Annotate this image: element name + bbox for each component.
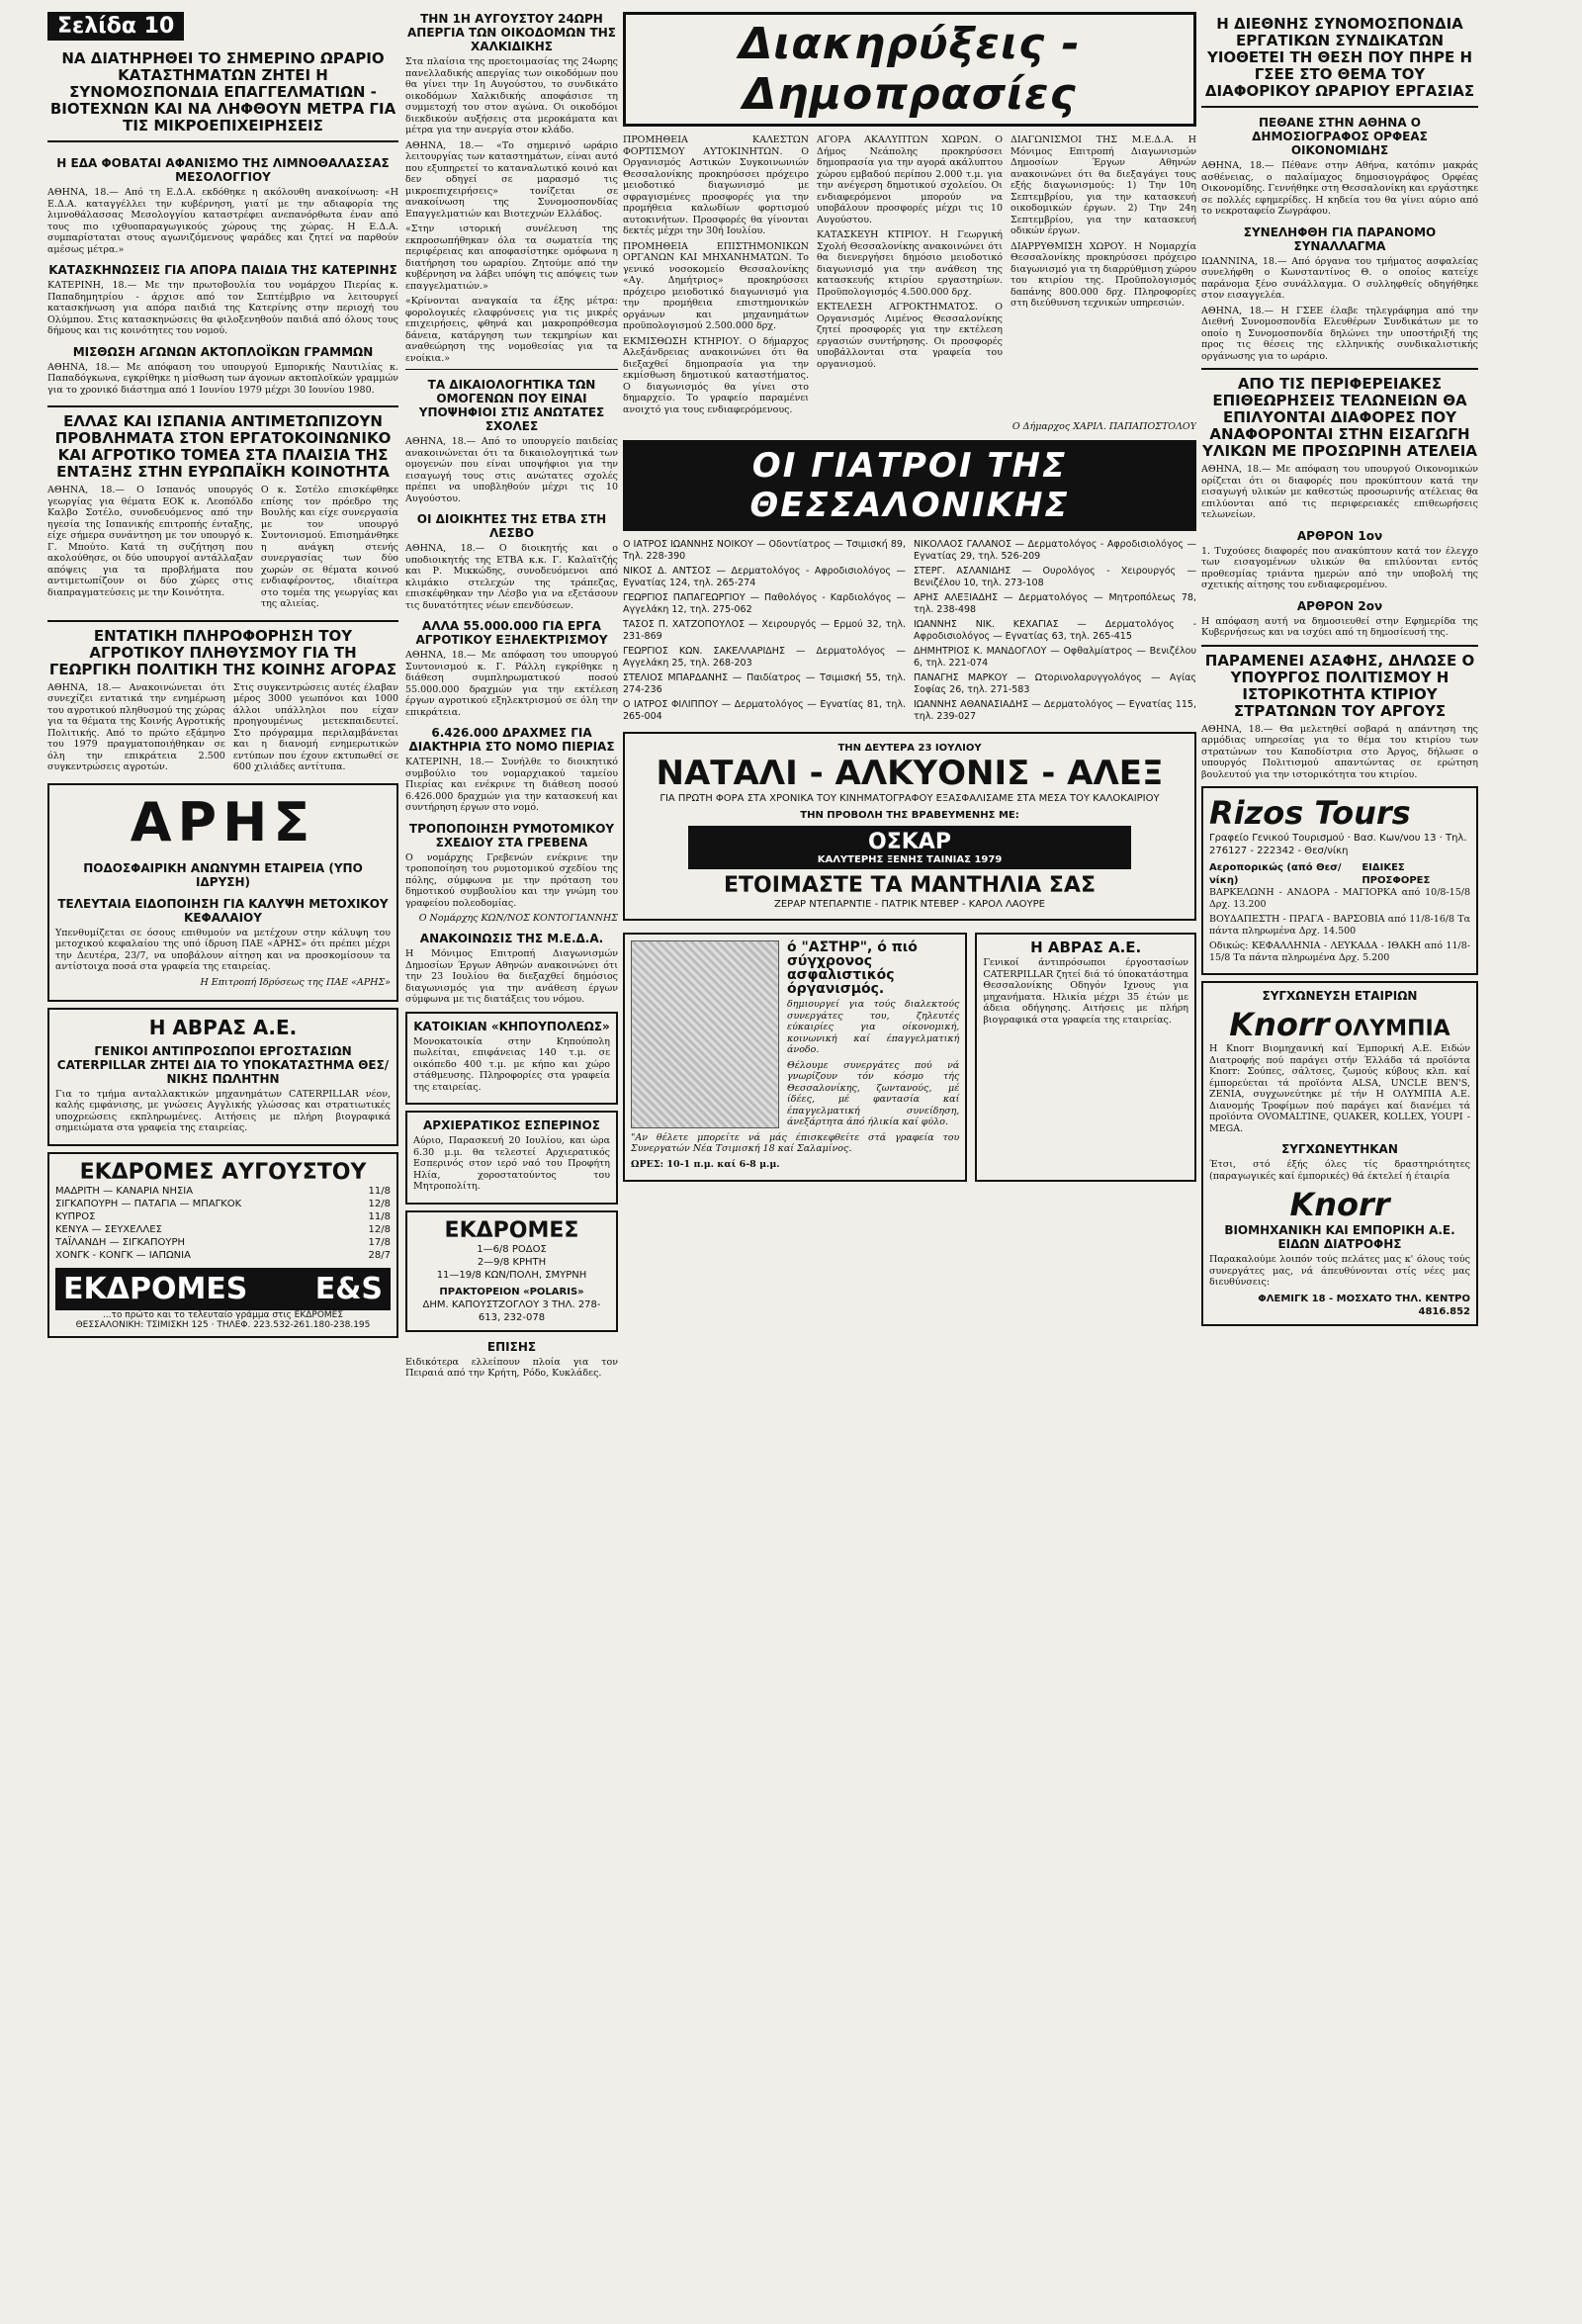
ad-body: Μονοκατοικία στην Κηπούπολη πωλείται, επιφάνειας 140 τ.μ. σε οικόπεδο 400 τ.μ. με κήπο και χώρο στάθμευσης. Πληροφορίες στα γραφεία της εταιρείας. <box>413 1035 610 1093</box>
aris-signature: Η Επιτροπή Ιδρύσεως της ΠΑΕ «ΑΡΗΣ» <box>200 976 391 988</box>
article-body: «Στην ιστορική συνέλευση της εκπροσωπήθηκαν όλα τα σωματεία της περιφέρειας και αποφασίστηκε ομόφωνα η διατήρηση του ωραρίου. Ζητούμε από την κυβέρνηση να λάβει υπόψη τις απόψεις των επαγγελματιών.» <box>405 223 618 292</box>
article-body: ΑΘΗΝΑ, 18.— Με απόφαση του υπουργού Οικονομικών ορίζεται ότι οι διαφορές που προκύπτουν κατά την εισαγωγή υλικών με καθεστώς προσωρινής ατέλειας θα επιλύονται από τις περιφερειακές επιθεωρήσεις τελωνείων. <box>1201 464 1478 520</box>
ad-body: Γενικοί άντιπρόσωποι έργοστασίων CATERPILLAR ζητεί διά τό ύποκατάστημα Θεσσαλονίκης Οδηγόν Ιχνους για μηχανήματα. Ηλικία μέχρι 35 έτών με άδεια οδήγησης. Αιτήσεις με πλήρη βιογραφικά στα γραφεία της εταιρείας. <box>983 957 1188 1026</box>
knorr-body: Παρακαλούμε λοιπόν τούς πελάτες μας κ' όλους τούς συνεργάτες μας, νά άπευθύνονται στίς νέες μας διευθύνσεις: <box>1209 1254 1470 1288</box>
agency-name: ΠΡΑΚΤΟΡΕΙΟΝ «POLARIS» <box>439 1286 584 1297</box>
avras-subtitle: ΓΕΝΙΚΟΙ ΑΝΤΙΠΡΟΣΩΠΟΙ ΕΡΓΟΣΤΑΣΙΩΝ CATERPILLAR ΖΗΤΕΙ ΔΙΑ ΤΟ ΥΠΟΚΑΤΑΣΤΗΜΑ ΘΕΣ/ΝΙΚΗΣ ΠΩΛΗΤΗΝ <box>56 1043 390 1086</box>
knorr-olympia: ΟΛΥΜΠΙΑ <box>1334 1017 1450 1041</box>
knorr-merged: ΣΥΓΧΩΝΕΥΤΗΚΑΝ <box>1281 1142 1398 1156</box>
list-item: 11—19/8 ΚΩΝ/ΠΟΛΗ, ΣΜΥΡΝΗ <box>436 1269 587 1281</box>
aris-notice: ΤΕΛΕΥΤΑΙΑ ΕΙΔΟΠΟΙΗΣΗ ΓΙΑ ΚΑΛΥΨΗ ΜΕΤΟΧΙΚΟΥ ΚΕΦΑΛΑΙΟΥ <box>57 896 389 925</box>
article-section: ΑΡΘΡΟΝ 1ον <box>1296 528 1383 543</box>
tender-notice: ΔΙΑΡΡΥΘΜΙΣΗ ΧΩΡΟΥ. Η Νομαρχία Θεσσαλονίκης προκηρύσσει πρόχειρο διαγωνισμό για τη διαρρύθμιση χώρου του κτιρίου της. Προϋπολογισμός δαπάνης 800.000 δρχ. Πληροφορίες στη διεύθυνση τεχνικών υπηρεσιών. <box>1011 240 1196 309</box>
oscar-badge <box>688 826 1131 869</box>
list-item: ΣΤΕΡΓ. ΑΣΛΑΝΙΔΗΣ — Ουρολόγος - Χειρουργός — Βενιζέλου 10, τηλ. 273-108 <box>914 566 1196 588</box>
headline-spain: ΕΛΛΑΣ ΚΑΙ ΙΣΠΑΝΙΑ ΑΝΤΙΜΕΤΩΠΙΖΟΥΝ ΠΡΟΒΛΗΜΑΤΑ ΣΤΟΝ ΕΡΓΑΤΟΚΟΙΝΩΝΙΚΟ ΚΑΙ ΑΓΡΟΤΙΚΟ ΤΟΜΕΑ ΣΤΑ ΠΛΑΙΣΙΑ ΤΗΣ ΕΝΤΑΞΗΣ ΣΤΗΝ ΕΥΡΩΠΑΪΚΗ ΚΟΙΝΟΤΗΤΑ <box>54 412 392 481</box>
doctors-directory <box>623 539 1196 726</box>
headline-confederation: Η ΔΙΕΘΝΗΣ ΣΥΝΟΜΟΣΠΟΝΔΙΑ ΕΡΓΑΤΙΚΩΝ ΣΥΝΔΙΚΑΤΩΝ ΥΙΟΘΕΤΕΙ ΤΗ ΘΕΣΗ ΠΟΥ ΠΗΡΕ Η ΓΣΕΕ ΣΤΟ ΘΕΜΑ ΤΟΥ ΔΙΑΦΟΡΙΚΟΥ ΩΡΑΡΙΟΥ ΕΡΓΑΣΙΑΣ <box>1204 15 1475 100</box>
list-item: ΔΗΜΗΤΡΙΟΣ Κ. ΜΑΝΔΟΓΛΟΥ — Οφθαλμίατρος — Βενιζέλου 6, τηλ. 221-074 <box>914 646 1196 669</box>
article-title: 6.426.000 ΔΡΑΧΜΕΣ ΓΙΑ ΔΙΑΚΤΗΡΙΑ ΣΤΟ ΝΟΜΟ ΠΙΕΡΙΑΣ <box>408 726 615 754</box>
astir-ad <box>623 933 967 1182</box>
article-title: ΚΑΤΑΣΚΗΝΩΣΕΙΣ ΓΙΑ ΑΠΟΡΑ ΠΑΙΔΙΑ ΤΗΣ ΚΑΤΕΡΙΝΗΣ <box>48 263 397 277</box>
list-item: ΑΡΗΣ ΑΛΕΞΙΑΔΗΣ — Δερματολόγος — Μητροπόλεως 78, τηλ. 238-498 <box>914 592 1196 615</box>
cinema-subtitle: ΓΙΑ ΠΡΩΤΗ ΦΟΡΑ ΣΤΑ ΧΡΟΝΙΚΑ ΤΟΥ ΚΙΝΗΜΑΤΟΓΡΑΦΟΥ ΕΞΑΣΦΑΛΙΣΑΜΕ ΣΤΑ ΜΕΣΑ ΤΟΥ ΚΑΛΟΚΑΙΡΙΟΥ <box>659 793 1160 804</box>
katoikia-ad <box>405 1012 618 1106</box>
knorr-ad <box>1201 981 1478 1326</box>
aris-body: Υπενθυμίζεται σε όσους επιθυμούν να μετέχουν στην κάλυψη του μετοχικού κεφαλαίου της υπό ίδρυση ΠΑΕ «ΑΡΗΣ» ότι πρέπει μέχρι την Δευτέρα, 23/7, να υποβάλουν αίτηση και να προσκομίσουν τα αντίστοιχα ποσά στα γραφεία της εταιρείας. <box>55 927 391 972</box>
divider <box>47 620 398 622</box>
avras2-ad <box>975 933 1196 1182</box>
list-item: ΠΑΝΑΓΗΣ ΜΑΡΚΟΥ — Ωτορινολαρυγγολόγος — Αγίας Σοφίας 26, τηλ. 271-583 <box>914 672 1196 695</box>
tender-notice: ΠΡΟΜΗΘΕΙΑ ΕΠΙΣΤΗΜΟΝΙΚΩΝ ΟΡΓΑΝΩΝ ΚΑΙ ΜΗΧΑΝΗΜΑΤΩΝ. Το γενικό νοσοκομείο Θεσσαλονίκης «Αγ. Δημήτριος» προκηρύσσει πρόχειρο μειοδοτικό διαγωνισμό για την προμήθεια επιστημονικών οργάνων και μηχανημάτων προϋπολογισμού 2.500.000 δρχ. <box>623 240 809 331</box>
column-2 <box>405 12 618 1384</box>
es-tagline: ...το πρώτο και το τελευταίο γράμμα στις ΕΚΔΡΟΜΕΣ <box>102 1309 344 1320</box>
excursions-title: ΕΚΔΡΟΜΕΣ ΑΥΓΟΥΣΤΟΥ <box>79 1159 367 1185</box>
aris-subtitle: ΠΟΔΟΣΦΑΙΡΙΚΗ ΑΝΩΝΥΜΗ ΕΤΑΙΡΕΙΑ (ΥΠΟ ΙΔΡΥΣΗ) <box>83 860 363 889</box>
list-item: ΝΙΚΟΛΑΟΣ ΓΑΛΑΝΟΣ — Δερματολόγος - Αφροδισιολόγος — Εγνατίας 29, τηλ. 526-209 <box>914 539 1196 562</box>
cinema-award: ΤΗΝ ΠΡΟΒΟΛΗ ΤΗΣ ΒΡΑΒΕΥΜΕΝΗΣ ΜΕ: <box>800 810 1019 821</box>
tender-notice: ΕΚΜΙΣΘΩΣΗ ΚΤΗΡΙΟΥ. Ο δήμαρχος Αλεξάνδρειας ανακοινώνει ότι θα διεξαχθεί δημοπρασία για την εκμίσθωση δημοτικού καταστήματος. Ο διαγωνισμός θα γίνει στο δημαρχείο. Το γραφείο παραμένει ανοιχτό για τους ενδιαφερόμενους. <box>623 335 809 415</box>
doctors-banner: ΟΙ ΓΙΑΤΡΟΙ ΤΗΣ ΘΕΣΣΑΛΟΝΙΚΗΣ <box>623 440 1196 531</box>
article-body: ΑΘΗΝΑ, 18.— «Το σημερινό ωράριο λειτουργίας των καταστημάτων, είναι αυτό που εξυπηρετεί το καταναλωτικό κοινό και δεν οδηγεί σε μαρασμό τις μικροεπιχειρήσεις» τονίζεται σε ανακοίνωση της Συνομοσπονδίας Επαγγελματιών και Βιοτεχνών Ελλάδος. <box>405 139 618 220</box>
film-cast: ΖΕΡΑΡ ΝΤΕΠΑΡΝΤΙΕ - ΠΑΤΡΙΚ ΝΤΕΒΕΡ - ΚΑΡΟΛ ΛΑΟΥΡΕ <box>774 899 1045 910</box>
article-title: ΟΙ ΔΙΟΙΚΗΤΕΣ ΤΗΣ ΕΤΒΑ ΣΤΗ ΛΕΣΒΟ <box>416 512 607 540</box>
astir-body: "Αν θέλετε μπορείτε νά μάς έπισκεφθείτε στά γραφεία του Συνεργατών Νέα Τσιμισκή 18 καί Σαλαμίνος. <box>631 1131 960 1154</box>
article-body: ΑΘΗΝΑ, 18.— Πέθανε στην Αθήνα, κατόπιν μακράς ασθένειας, ο παλαίμαχος δημοσιογράφος Ορφέας Οικονομίδης. Γεννήθηκε στη Θεσσαλονίκη και εργάστηκε σε πολλές εφημερίδες. Η κηδεία του θα γίνει αύριο από το νεκροταφείο Ζωγράφου. <box>1201 160 1478 217</box>
ad-body: Αύριο, Παρασκευή 20 Ιουλίου, και ώρα 6.30 μ.μ. θα τελεστεί Αρχιερατικός Εσπερινός στον ιερό ναό του Προφήτη Ηλία, χοροστατούντος του Μητροπολίτη. <box>413 1135 610 1192</box>
rizos-tours-ad <box>1201 786 1478 975</box>
divider <box>47 405 398 407</box>
signature: Ο Νομάρχης ΚΩΝ/ΝΟΣ ΚΟΝΤΟΓΙΑΝΝΗΣ <box>418 913 618 924</box>
list-item: ΧΟΝΓΚ - ΚΟΝΓΚ — ΙΑΠΩΝΙΑ 28/7 <box>55 1249 391 1261</box>
article-body: «Κρίνονται αναγκαία τα έξης μέτρα: φορολογικές ελαφρύνσεις για τις μικρές επιχειρήσεις, φθηνά και μακροπρόθεσμα δάνεια, κατάργηση των τεκμηρίων και αναθεώρηση της νομοθεσίας για τα ενοίκια.» <box>405 296 618 364</box>
article-body: ΑΘΗΝΑ, 18.— Από τη Ε.Δ.Α. εκδόθηκε η ακόλουθη ανακοίνωση: «Η Ε.Δ.Α. καταγγέλλει την κυβέρνηση, γιατί με την αδιαφορία της λιμνοθάλασσας Μεσολογγίου καταστρέφει ανεπανόρθωτα έναν από τους πιο ιχθυοπαραγωγικούς χώρους της χώρας. Η Ε.Δ.Α. συμπαρίσταται στους αγωνιζόμενους ψαράδες και ζητεί να παρθούν αμέσως μέτρα.» <box>47 187 398 255</box>
cinema-ad <box>623 732 1196 921</box>
knorr-address: ΦΛΕΜΙΓΚ 18 - ΜΟΣΧΑΤΟ ΤΗΛ. ΚΕΝΤΡΟ 4816.852 <box>1258 1293 1470 1317</box>
ad-title: Η ΑΒΡΑΣ Α.Ε. <box>1030 939 1142 956</box>
knorr-logo-2: Knorr <box>1289 1186 1390 1223</box>
list-item: Ο ΙΑΤΡΟΣ ΦΙΛΙΠΠΟΥ — Δερματολόγος — Εγνατίας 81, τηλ. 265-004 <box>623 699 906 722</box>
signature: Ο Δήμαρχος ΧΑΡΙΛ. ΠΑΠΑΠΟΣΤΟΛΟΥ <box>1011 421 1196 432</box>
headline-customs: ΑΠΟ ΤΙΣ ΠΕΡΙΦΕΡΕΙΑΚΕΣ ΕΠΙΘΕΩΡΗΣΕΙΣ ΤΕΛΩΝΕΙΩΝ ΘΑ ΕΠΙΛΥΟΝΤΑΙ ΔΙΑΦΟΡΕΣ ΠΟΥ ΑΝΑΦΟΡΟΝΤΑΙ ΣΤΗΝ ΕΙΣΑΓΩΓΗ ΥΛΙΚΩΝ ΜΕ ΠΡΟΣΩΡΙΝΗ ΑΤΕΛΕΙΑ <box>1202 375 1477 460</box>
astir-body: Θέλουμε συνεργάτες πού νά γνωρίζουν τόν κόσμο τής Θεσσαλονίκης, ζωντανούς, μέ ίδέες, μέ φαντασία καί έπαγγελματική συνείδηση, άνεξάρτητα άπό ήλικία καί φύλο. <box>787 1059 960 1127</box>
list-item: 1—6/8 ΡΟΔΟΣ <box>477 1243 547 1255</box>
astir-body: δημιουργεί για τούς διαλεκτούς συνεργάτες του, ζηλευτές εύκαιρίες για οίκονομική, κοινωνική καί έπαγγελματική άνοδο. <box>787 999 960 1055</box>
list-item: ΣΤΕΛΙΟΣ ΜΠΑΡΔΑΝΗΣ — Παιδίατρος — Τσιμισκή 55, τηλ. 274-236 <box>623 672 906 695</box>
article-body: Η απόφαση αυτή να δημοσιευθεί στην Εφημερίδα της Κυβερνήσεως και να ισχύει από τη δημοσίευσή της. <box>1201 615 1478 638</box>
article-body: ΚΑΤΕΡΙΝΗ, 18.— Με την πρωτοβουλία του νομάρχου Πιερίας κ. Παπαδημητρίου - άρχισε από τον Σεπτέμβριο να λειτουργεί κατασκήνωση για απόρα παιδιά της Κατερίνης στην περιοχή του Ολύμπου. Στις κατασκηνώσεις θα φιλοξενηθούν παιδιά από όλους τους δήμους και τις κοινότητες του νομού. <box>47 280 398 336</box>
headline-shop-hours: ΝΑ ΔΙΑΤΗΡΗΘΕΙ ΤΟ ΣΗΜΕΡΙΝΟ ΩΡΑΡΙΟ ΚΑΤΑΣΤΗΜΑΤΩΝ ΖΗΤΕΙ Η ΣΥΝΟΜΟΣΠΟΝΔΙΑ ΕΠΑΓΓΕΛΜΑΤΙΩΝ - ΒΙΟΤΕΧΝΩΝ ΚΑΙ ΝΑ ΛΗΦΘΟΥΝ ΜΕΤΡΑ ΓΙΑ ΤΙΣ ΜΙΚΡΟΕΠΙΧΕΙΡΗΣΕΙΣ <box>49 49 396 134</box>
article-title: ΤΗΝ 1Η ΑΥΓΟΥΣΤΟΥ 24ΩΡΗ ΑΠΕΡΓΙΑ ΤΩΝ ΟΙΚΟΔΟΜΩΝ ΤΗΣ ΧΑΛΚΙΔΙΚΗΣ <box>407 12 616 53</box>
tours-air: Αεροπορικώς (από Θεσ/νίκη) <box>1209 862 1342 886</box>
excursions-ad <box>47 1152 398 1338</box>
tender-notice: ΚΑΤΑΣΚΕΥΗ ΚΤΙΡΙΟΥ. Η Γεωργική Σχολή Θεσσαλονίκης ανακοινώνει ότι θα διενεργήσει δημόσιο μειοδοτικό διαγωνισμό για την ανάθεση της κατασκευής κτιρίου εργαστηρίων. Προϋπολογισμός 4.500.000 δρχ. <box>817 229 1003 298</box>
list-item: Οδικώς: ΚΕΦΑΛΛΗΝΙΑ - ΛΕΥΚΑΔΑ - ΙΘΑΚΗ από 11/8-15/8 Τα πάντα πληρωμένα Δρχ. 5.200 <box>1209 940 1470 963</box>
list-item: Ο ΙΑΤΡΟΣ ΙΩΑΝΝΗΣ ΝΟΙΚΟΥ — Οδοντίατρος — Τσιμισκή 89, Τηλ. 228-390 <box>623 539 906 562</box>
astir-headline: ό "ΑΣΤΗΡ", ό πιό σύγχρονος ασφαλιστικός όργανισμός. <box>787 939 918 997</box>
knorr-body: Η Knorr Βιομηχανική καί Έμπορική Α.Ε. Ειδών Διατροφής πού παράγει στήν Έλλάδα τά προϊόντα Knorr: Σούπες, σάλτσες, ζωμούς κύβους κλπ. καί έμπορεύεται τά προϊόντα ALSA, UNCLE BEN'S, ZENIA, συγχωνεύτηκε μέ τήν Η ΟΛΥΜΠΙΑ Α.Ε. Διανομής Τροφίμων πού παράγει καί διανέμει τά προϊόντα OVOMALTINE, QUAKER, KOLLEX, YOUPI - MEGA. <box>1209 1043 1470 1134</box>
article-body: ΑΘΗΝΑ, 18.— Η ΓΣΕΕ έλαβε τηλεγράφημα από την Διεθνή Συνομοσπονδία Ελευθέρων Συνδικάτων με το οποίο η Συνομοσπονδία δηλώνει την υποστήριξή της προς τις θέσεις της ελληνικής συνδικαλιστικής οργάνωσης για το ωράριο. <box>1201 305 1478 362</box>
film-name: ΕΤΟΙΜΑΣΤΕ ΤΑ ΜΑΝΤΗΛΙΑ ΣΑΣ <box>724 873 1096 898</box>
column-3 <box>623 12 1196 1188</box>
list-item: ΜΑΔΡΙΤΗ — ΚΑΝΑΡΙΑ ΝΗΣΙΑ 11/8 <box>55 1185 391 1197</box>
oscar-sub: ΚΑΛΥΤΕΡΗΣ ΞΕΝΗΣ ΤΑΙΝΙΑΣ 1979 <box>817 854 1003 865</box>
list-item: ΓΕΩΡΓΙΟΣ ΚΩΝ. ΣΑΚΕΛΛΑΡΙΔΗΣ — Δερματολόγος — Αγγελάκη 25, τηλ. 268-203 <box>623 646 906 669</box>
avras-ad <box>47 1008 398 1146</box>
article-title: ΣΥΝΕΛΗΦΘΗ ΓΙΑ ΠΑΡΑΝΟΜΟ ΣΥΝΑΛΛΑΓΜΑ <box>1243 224 1437 253</box>
article-title: ΑΛΛΑ 55.000.000 ΓΙΑ ΕΡΓΑ ΑΓΡΟΤΙΚΟΥ ΕΞΗΛΕΚΤΡΙΣΜΟΥ <box>415 619 608 647</box>
article-body: ΑΘΗΝΑ, 18.— Με απόφαση του υπουργού Συντονισμού κ. Γ. Ράλλη εγκρίθηκε η διάθεση συμπληρωματικού ποσού 55.000.000 δραχμών για την εκτέλεση έργων αγροτικού εξηλεκτρισμού σε όλη την επικράτεια. <box>405 650 618 718</box>
article-title: ΠΕΘΑΝΕ ΣΤΗΝ ΑΘΗΝΑ Ο ΔΗΜΟΣΙΟΓΡΑΦΟΣ ΟΡΦΕΑΣ ΟΙΚΟΝΟΜΙΔΗΣ <box>1252 116 1428 157</box>
cropped-adjacent-column <box>1483 12 1582 1332</box>
tender-notice: ΕΚΤΕΛΕΣΗ ΑΓΡΟΚΤΗΜΑΤΟΣ. Ο Οργανισμός Λιμένος Θεσσαλονίκης ζητεί προσφορές για την εκτέλεση εργασιών συντήρησης. Οι προσφορές υποβάλλονται στα γραφεία του οργανισμού. <box>817 302 1003 370</box>
list-item: 2—9/8 ΚΡΗΤΗ <box>477 1256 547 1268</box>
article-body: 1. Τυχούσες διαφορές που ανακύπτουν κατά τον έλεγχο των εισαγομένων υλικών θα επιλύονται εντός προθεσμίας τριάντα ημερών από την υποβολή της σχετικής αίτησης του ενδιαφερομένου. <box>1201 545 1478 590</box>
article-body: Ο νομάρχης Γρεβενών ενέκρινε την τροποποίηση του ρυμοτομικού σχεδίου της πόλης, σύμφωνα με την πρόταση του δημοτικού συμβουλίου και την γνώμη του γραφείου πολεοδομίας. <box>405 851 618 909</box>
es-name: ΕΚΔΡΟΜΕS <box>63 1271 248 1306</box>
article-title: ΜΙΣΘΩΣΗ ΑΓΩΝΩΝ ΑΚΤΟΠΛΟΪΚΩΝ ΓΡΑΜΜΩΝ <box>72 344 374 359</box>
column-4 <box>1201 12 1582 1332</box>
es-address: ΘΕΣΣΑΛΟΝΙΚΗ: ΤΣΙΜΙΣΚΗ 125 · ΤΗΛΕΦ. 223.532-261.180-238.195 <box>75 1319 371 1330</box>
list-item: ΓΕΩΡΓΙΟΣ ΠΑΠΑΓΕΩΡΓΙΟΥ — Παθολόγος - Καρδιολόγος — Αγγελάκη 12, τηλ. 275-062 <box>623 592 906 615</box>
article-title: ΤΡΟΠΟΠΟΙΗΣΗ ΡΥΜΟΤΟΜΙΚΟΥ ΣΧΕΔΙΟΥ ΣΤΑ ΓΡΕΒΕΝΑ <box>408 821 615 849</box>
list-item: ΒΑΡΚΕΛΩΝΗ - ΑΝΔΟΡΑ - ΜΑΓΙΟΡΚΑ από 10/8-15/8 Δρχ. 13.200 <box>1209 887 1470 910</box>
article-title: ΤΑ ΔΙΚΑΙΟΛΟΓΗΤΙΚΑ ΤΩΝ ΟΜΟΓΕΝΩΝ ΠΟΥ ΕΙΝΑΙ ΥΠΟΨΗΦΙΟΙ ΣΤΙΣ ΑΝΩΤΑΤΕΣ ΣΧΟΛΕΣ <box>418 378 605 433</box>
headline-minister: ΠΑΡΑΜΕΝΕΙ ΑΣΑΦΗΣ, ΔΗΛΩΣΕ Ο ΥΠΟΥΡΓΟΣ ΠΟΛΙΤΙΣΜΟΥ Η ΙΣΤΟΡΙΚΟΤΗΤΑ ΚΤΙΡΙΟΥ ΣΤΡΑΤΩΝΩΝ ΤΟΥ ΑΡΓΟΥΣ <box>1204 651 1475 720</box>
article-body: ΑΘΗΝΑ, 18.— Θα μελετηθεί σοβαρά η απάντηση της αρμόδιας υπηρεσίας για το θέμα του κτιρίου των στρατώνων του Καποδίστρια στο Άργος, δήλωσε ο υπουργός Πολιτισμού απαντώντας σε ερώτηση βουλευτού για την ιστορικότητα του κτιρίου. <box>1201 723 1478 780</box>
article-body: Στα πλαίσια της προετοιμασίας της 24ωρης πανελλαδικής απεργίας των οικοδόμων που θα γίνει την 1η Αυγούστου, το συνδικάτο οικοδόμων Χαλκιδικής αποφάσισε τη συμμετοχή του στον αγώνα. Οι οικοδόμοι διεκδικούν αυξήσεις στα μεροκάματα και μέτρα για την ανεργία στον κλάδο. <box>405 56 618 135</box>
list-item: ΚΕΝΥΑ — ΣΕΥΧΕΛΛΕΣ 12/8 <box>55 1223 391 1235</box>
tender-notice: ΑΓΟΡΑ ΑΚΑΛΥΠΤΩΝ ΧΩΡΩΝ. Ο Δήμος Νεάπολης προκηρύσσει δημοπρασία για την αγορά ακάλυπτου χώρου εμβαδού περίπου 2.000 τ.μ. για την ανέγερση δημοτικού σχολείου. Οι ενδιαφερόμενοι μπορούν να υποβάλουν προσφορές μέχρι τις 10 Αυγούστου. <box>817 134 1003 225</box>
aris-title: ΑΡΗΣ <box>130 790 316 853</box>
article-section: ΑΡΘΡΟΝ 2ον <box>1296 598 1383 613</box>
article-body: Στις συγκεντρώσεις αυτές έλαβαν μέρος 3000 γεωπόνοι και 1000 άλλοι υπάλληλοι που είχαν προηγουμένως μετεκπαιδευτεί. Στο πρόγραμμα περιλαμβάνεται και η διανομή ενημερωτικών εντύπων που έχουν εκτυπωθεί σε 600 χιλιάδες αντίτυπα. <box>232 681 398 772</box>
article-body: ΑΘΗΝΑ, 18.— Ο Ισπανός υπουργός γεωργίας για θέματα ΕΟΚ κ. Λεοπόλδο Καλβο Σοτέλο, συνοδευόμενος από την ηγεσία της Ισπανικής επιτροπής ένταξης, είχε σήμερα συνάντηση με τον υπουργό κ. Γ. Μπούτο. Κατά τη συζήτηση που ακολούθησε, οι δύο υπουργοί αντάλλαξαν απόψεις για τα προβλήματα που αντιμετωπίζουν οι δύο χώρες στις διαπραγματεύσεις με την Κοινότητα. <box>47 485 253 598</box>
article-body: Ο κ. Σοτέλο επισκέφθηκε επίσης τον πρόεδρο της Βουλής και είχε συνεργασία με τον υπουργό Συντονισμού. Επισημάνθηκε η ανάγκη στενής συνεργασίας των δύο χωρών σε θέματα κοινού ενδιαφέροντος, ιδιαίτερα στο τομέα της γεωργίας και της αλιείας. <box>260 485 398 609</box>
tender-notice: ΔΙΑΓΩΝΙΣΜΟΙ ΤΗΣ Μ.Ε.Δ.Α. Η Μόνιμος Επιτροπή Διαγωνισμών Δημοσίων Έργων Αθηνών ανακοινώνει ότι θα διεξαγάγει τους εξής διαγωνισμούς: 1) Την 10η Σεπτεμβρίου, για την κατασκευή οικοδομικών έργων. 2) Την 24η Σεπτεμβρίου, για την κατασκευή οδικών έργων. <box>1011 134 1196 236</box>
article-body: Ειδικότερα ελλείπουν πλοία για τον Πειραιά από την Κρήτη, Ρόδο, Κυκλάδες. <box>405 1356 618 1379</box>
astir-hours: ΩΡΕΣ: 10-1 π.μ. καί 6-8 μ.μ. <box>631 1158 780 1170</box>
model-photo <box>631 940 779 1128</box>
article-body: ΑΘΗΝΑ, 18.— Ανακοινώνεται ότι συνεχίζει εντατικά την ενημέρωση του αγροτικού πληθυσμού της χώρας για τα θέματα της Κοινής Αγροτικής Πολιτικής. Από το πρώτο εξάμηνο του 1979 πραγματοποιήθηκαν σε όλη την επικράτεια 2.500 συγκεντρώσεις αγροτών. <box>47 681 225 772</box>
list-item: ΒΟΥΔΑΠΕΣΤΗ - ΠΡΑΓΑ - ΒΑΡΣΟΒΙΑ από 11/8-16/8 Τα πάντα πληρωμένα Δρχ. 14.500 <box>1209 914 1470 937</box>
es-logo: E&S <box>314 1271 383 1306</box>
ad-title: ΕΚΔΡΟΜΕΣ <box>444 1217 579 1243</box>
oscar-label: ΟΣΚΑΡ <box>868 830 951 854</box>
article-title: Η ΕΔΑ ΦΟΒΑΤΑΙ ΑΦΑΝΙΣΜΟ ΤΗΣ ΛΙΜΝΟΘΑΛΑΣΣΑΣ ΜΕΣΟΛΟΓΓΙΟΥ <box>56 156 390 184</box>
agency-address: ΔΗΜ. ΚΑΠΟΥΣΤΖΟΓΛΟΥ 3 ΤΗΛ. 278-613, 232-078 <box>422 1298 601 1323</box>
rizos-tours-logo: Rizos Tours <box>1209 794 1411 832</box>
article-body: ΚΑΤΕΡΙΝΗ, 18.— Συνήλθε το διοικητικό συμβούλιο του νομαρχιακού ταμείου Πιερίας και ενέκρινε τη διάθεση ποσού 6.426.000 δραχμών για την κατασκευή και συντήρηση έργων στο νομό. <box>405 757 618 813</box>
list-item: ΤΑΪΛΑΝΔΗ — ΣΙΓΚΑΠΟΥΡΗ 17/8 <box>55 1236 391 1248</box>
archieratikos-ad <box>405 1111 618 1205</box>
es-banner <box>55 1268 391 1310</box>
list-item: ΚΥΠΡΟΣ 11/8 <box>55 1210 391 1222</box>
list-item: ΣΙΓΚΑΠΟΥΡΗ — ΠΑΤΑΓΙΑ — ΜΠΑΓΚΟΚ 12/8 <box>55 1198 391 1209</box>
list-item: ΙΩΑΝΝΗΣ ΝΙΚ. ΚΕΧΑΓΙΑΣ — Δερματολόγος - Αφροδισιολόγος — Εγνατίας 63, τηλ. 265-415 <box>914 619 1196 642</box>
article-body: Η Μόνιμος Επιτροπή Διαγωνισμών Δημοσίων Έργων Αθηνών ανακοινώνει ότι την 23 Ιουλίου θα διεξαχθεί δημόσιος διαγωνισμός για την ανάθεση έργων σύμφωνα με τις διατάξεις του νόμου. <box>405 948 618 1005</box>
section-masthead: Διακηρύξεις - Δημοπρασίες <box>623 12 1196 127</box>
article-title: ΕΠΙΣΗΣ <box>486 1339 537 1354</box>
headline-agrarian: ΕΝΤΑΤΙΚΗ ΠΛΗΡΟΦΟΡΗΣΗ ΤΟΥ ΑΓΡΟΤΙΚΟΥ ΠΛΗΘΥΣΜΟΥ ΓΙΑ ΤΗ ΓΕΩΡΓΙΚΗ ΠΟΛΙΤΙΚΗ ΤΗΣ ΚΟΙΝΗΣ ΑΓΟΡΑΣ <box>48 626 397 678</box>
avras-title: Η ΑΒΡΑΣ Α.Ε. <box>148 1015 298 1039</box>
knorr-company: ΒΙΟΜΗΧΑΝΙΚΗ ΚΑΙ ΕΜΠΟΡΙΚΗ Α.Ε. ΕΙΔΩΝ ΔΙΑΤΡΟΦΗΣ <box>1224 1223 1455 1251</box>
article-body: ΑΘΗΝΑ, 18.— Με απόφαση του υπουργού Εμπορικής Ναυτιλίας κ. Παπαδόγκωνα, εγκρίθηκε η μίσθωση των άγονων ακτοπλοϊκών γραμμών για το χρονικό διάστημα από 1 Ιουνίου 1979 μέχρι 30 Ιουνίου 1980. <box>47 361 398 396</box>
knorr-head: ΣΥΓΧΩΝΕΥΣΗ ΕΤΑΙΡΙΩΝ <box>1262 989 1418 1003</box>
ekdromes-ad <box>405 1210 618 1332</box>
tours-address: Γραφείο Γενικού Τουρισμού · Βασ. Κων/νου 13 · Τηλ. 276127 - 222342 - Θεσ/νίκη <box>1209 833 1467 856</box>
list-item: ΙΩΑΝΝΗΣ ΑΘΑΝΑΣΙΑΔΗΣ — Δερματολόγος — Εγνατίας 115, τηλ. 239-027 <box>914 699 1196 722</box>
tender-notice: ΠΡΟΜΗΘΕΙΑ ΚΑΛΕΣΤΩΝ ΦΟΡΤΙΣΜΟΥ ΑΥΤΟΚΙΝΗΤΩΝ. Ο Οργανισμός Αστικών Συγκοινωνιών Θεσσαλονίκης προκηρύσσει πρόχειρο μειοδοτικό διαγωνισμό με σφραγισμένες προσφορές για την προμήθεια καλωδίων φορτισμού αυτοκινήτων. Προσφορές θα γίνονται δεκτές μέχρι την 30ή Ιουλίου. <box>623 134 809 236</box>
list-item: ΤΑΣΟΣ Π. ΧΑΤΖΟΠΟΥΛΟΣ — Χειρουργός — Ερμού 32, τηλ. 231-869 <box>623 619 906 642</box>
list-item: ΝΙΚΟΣ Δ. ΑΝΤΣΟΣ — Δερματολόγος - Αφροδισιολόγος — Εγνατίας 124, τηλ. 265-274 <box>623 566 906 588</box>
cinema-date: ΤΗΝ ΔΕΥΤΕΡΑ 23 ΙΟΥΛΙΟΥ <box>837 743 982 754</box>
knorr-logo: Knorr <box>1229 1006 1330 1043</box>
excursion-list <box>55 1185 391 1262</box>
article-body: ΙΩΑΝΝΙΝΑ, 18.— Από όργανα του τμήματος ασφαλείας συνελήφθη ο Κωνσταντίνος Θ. ο οποίος κατείχε παράνομα ξένο συνάλλαγμα. Ο συλληφθείς οδηγήθηκε στον εισαγγελέα. <box>1201 255 1478 301</box>
column-1 <box>47 12 398 1344</box>
page-number-badge: Σελίδα 10 <box>47 12 184 41</box>
cinema-title: ΝΑΤΑΛΙ - ΑΛΚΥΟΝΙΣ - ΑΛΕΞ <box>656 754 1164 793</box>
aris-ad <box>47 783 398 1002</box>
tours-special: ΕΙΔΙΚΕΣ ΠΡΟΣΦΟΡΕΣ <box>1362 862 1431 886</box>
knorr-body: Έτσι, στό έξής όλες τίς δραστηριότητες (παραγωγικές καί έμπορικές) θά έκτελεί ή έταιρία <box>1209 1159 1470 1182</box>
article-title: ΑΝΑΚΟΙΝΩΣΙΣ ΤΗΣ Μ.Ε.Δ.Α. <box>419 932 604 945</box>
article-body: ΑΘΗΝΑ, 18.— Ο διοικητής και ο υποδιοικητής της ΕΤΒΑ κ.κ. Γ. Καλαϊτζής και Ρ. Μικκώδης, συνοδευόμενοι από κλιμάκιο στελεχών της τράπεζας, επισκέφθηκαν την Λέσβο για να εξετάσουν τις δυνατότητες νέων επενδύσεων. <box>405 543 618 611</box>
divider <box>47 140 398 142</box>
avras-body: Για το τμήμα ανταλλακτικών μηχανημάτων CATERPILLAR νέον, καλής εμφάνισης, με γνώσεις Αγγλικής γλώσσας και στρατιωτικές υποχρεώσεις εκπληρωμένες. Αιτήσεις με πλήρη βιογραφικά σημειώματα στα γραφεία της εταιρείας. <box>55 1088 391 1133</box>
ad-title: ΑΡΧΙΕΡΑΤΙΚΟΣ ΕΣΠΕΡΙΝΟΣ <box>423 1118 600 1132</box>
ad-title: ΚΑΤΟΙΚΙΑΝ «ΚΗΠΟΥΠΟΛΕΩΣ» <box>413 1019 610 1033</box>
article-body: ΑΘΗΝΑ, 18.— Από το υπουργείο παιδείας ανακοινώνεται ότι τα δικαιολογητικά των ομογενών που είναι υποψήφιοι για την εισαγωγή τους στις ανώτατες σχολές πρέπει να υποβληθούν μέχρι τις 10 Αυγούστου. <box>405 436 618 504</box>
